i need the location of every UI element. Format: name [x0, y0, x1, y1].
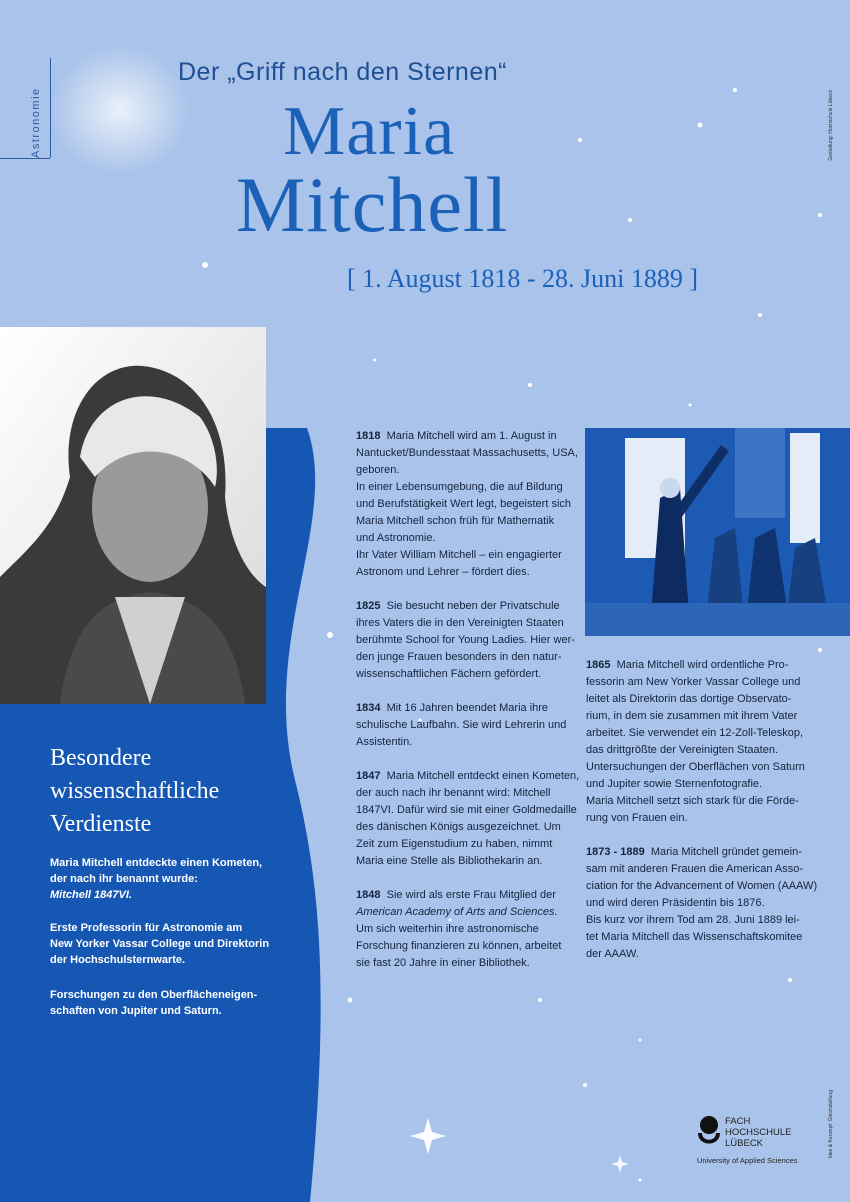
university-logo-text: FACH HOCHSCHULE LÜBECK [725, 1116, 792, 1149]
credit-top: Gestaltung: Hochschule Lübeck [828, 90, 834, 161]
timeline-entry: 1865 Maria Mitchell wird ordentliche Pro- fessorin am New Yorker Vassar College und leitet als Direktorin das dortige Observato- rium, in dem sie zusammen mit ihrem Vater arbeitet. Sie verwendet ein 12-Zoll-Teleskop, das drittgrößte der Vereinigten Staaten. Untersuchungen der Oberflächen von Saturn und Jupiter sowie Sternenfotografie. Maria Mitchell setzt sich stark für die Förde- rung von Frauen ein. [586, 659, 805, 824]
timeline-entry: 1818 Maria Mitchell wird am 1. August in Nantucket/Bundesstaat Massachusetts, USA, geboren. In einer Lebensumgebung, die auf Bildung und Berufstätigkeit Wert legt, begeistert sich Maria Mitchell schon früh für Mathematik und Astronomie. Ihr Vater William Mitchell – ein engagierter Astronom und Lehrer – fördert dies. [356, 430, 578, 578]
credit-bottom: Idee & Konzept: Gleichstellung [828, 1090, 834, 1159]
observatory-photo [585, 428, 850, 636]
university-logo-icon [697, 1115, 721, 1151]
timeline-entry: 1834 Mit 16 Jahren beendet Maria ihre schulische Laufbahn. Sie wird Lehrerin und Assistentin. [356, 702, 567, 748]
name-last: Mitchell [236, 161, 509, 248]
timeline-column-right [586, 657, 836, 980]
highlight-item: Erste Professorin für Astronomie am New Yorker Vassar College und Direktorin der Hochschulsternwarte. [50, 922, 270, 966]
portrait-photo [0, 327, 266, 704]
university-tagline: University of Applied Sciences [697, 1156, 798, 1165]
highlight-item: Forschungen zu den Oberflächeneigen- schaften von Jupiter und Saturn. [50, 989, 258, 1017]
category-label: Astronomie [30, 87, 42, 158]
highlight-item: Maria Mitchell entdeckte einen Kometen, der nach ihr benannt wurde: Mitchell 1847VI. [50, 857, 263, 901]
name-first: Maria [283, 93, 456, 170]
timeline-entry: 1847 Maria Mitchell entdeckt einen Kometen, der auch nach ihr benannt wird: Mitchell 1847VI. Dafür wird sie mit einer Goldmedaille des dänischen Königs ausgezeichnet. Um Zeit zum Eigenstudium zu haben, nimmt Maria eine Stelle als Bibliothekarin an. [356, 770, 580, 867]
poster-subtitle: Der „Griff nach den Sternen“ [178, 58, 507, 86]
life-dates: [ 1. August 1818 - 28. Juni 1889 ] [347, 264, 698, 293]
timeline-entry: 1873 - 1889 Maria Mitchell gründet gemein- sam mit anderen Frauen die American Asso- ciation for the Advancement of Women (AAAW) und wird deren Präsidentin bis 1876. Bis kurz vor ihrem Tod am 28. Juni 1889 lei- tet Maria Mitchell das Wissenschaftskomitee der AAAW. [586, 846, 818, 960]
timeline-column-left [356, 428, 584, 989]
timeline-entry: 1825 Sie besucht neben der Privatschule ihres Vaters die in den Vereinigten Staaten berühmte School for Young Ladies. Hier wer- den junge Frauen besonders in den natur- wissenschaftlichen Fächern gefördert. [356, 600, 575, 680]
timeline-entry: 1848 Sie wird als erste Frau Mitglied der American Academy of Arts and Sciences. Um sich weiterhin ihre astronomische Forschung finanzieren zu können, arbeitet sie fast 20 Jahre in einer Bibliothek. [356, 889, 562, 969]
highlights-title: Besondere wissenschaftliche Verdienste [50, 745, 220, 837]
